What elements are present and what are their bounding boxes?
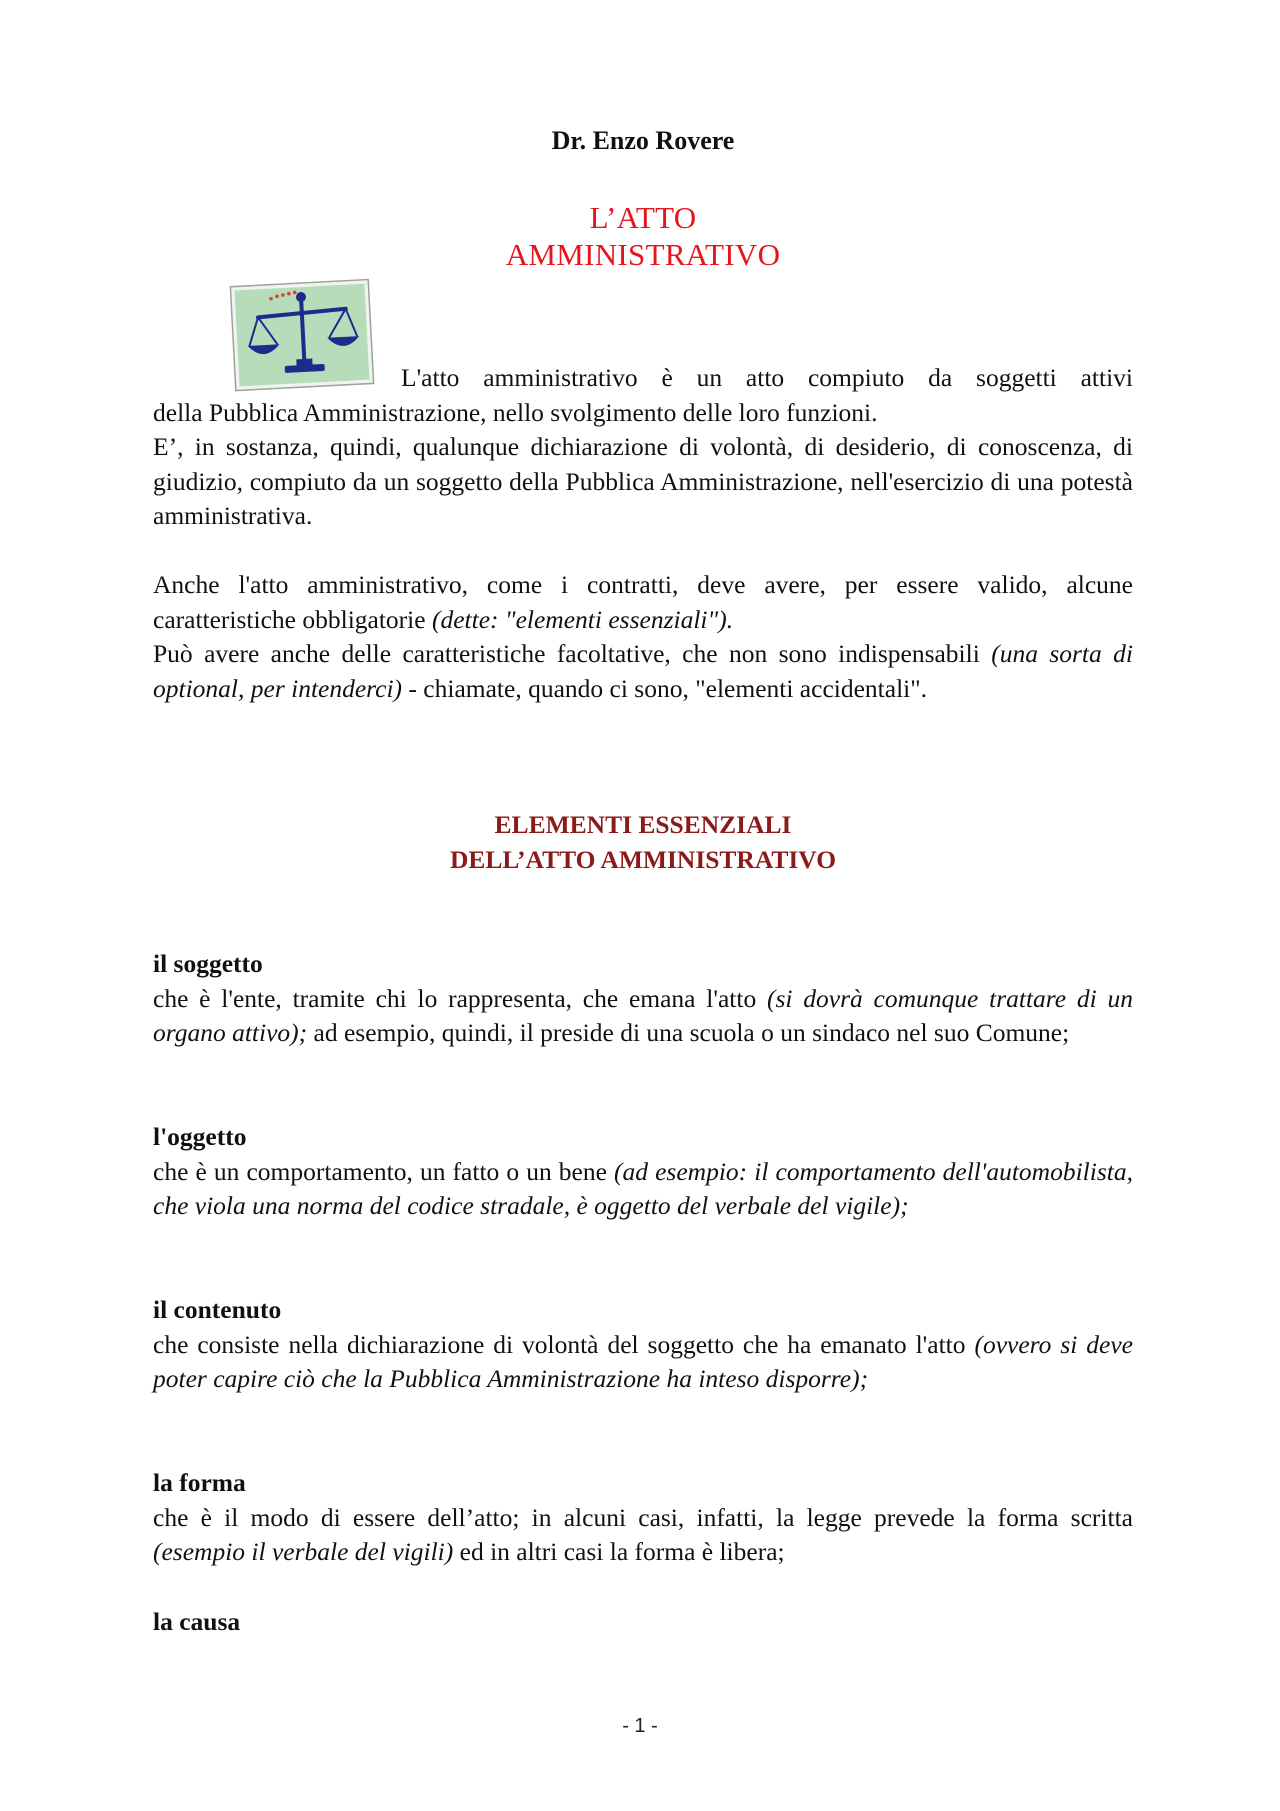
element-text-b: ad esempio, quindi, il preside di una scuola o un sindaco nel suo Comune; <box>307 1018 1070 1048</box>
element-oggetto <box>153 1120 1133 1224</box>
document-title <box>153 199 1133 273</box>
intro-paragraph-3 <box>153 568 1133 637</box>
element-heading: la causa <box>153 1607 241 1636</box>
element-contenuto <box>153 1293 1133 1397</box>
element-italic: (ovvero si deve poter capire ciò che la Pubblica Amministrazione ha inteso disporre); <box>153 1329 1134 1394</box>
element-text-b: ed in altri casi la forma è libera; <box>453 1537 785 1567</box>
title-line-2: AMMINISTRATIVO <box>505 237 781 272</box>
element-italic: (ad esempio: il comportamento dell'automobilista, che viola una norma del codice stradale, è oggetto del verbale del vigile); <box>153 1156 1133 1221</box>
p4-text-b: - chiamate, quando ci sono, "elementi accidentali". <box>402 673 928 703</box>
section-title-line-2: DELL’ATTO AMMINISTRATIVO <box>449 845 837 874</box>
intro-paragraph-2: E’, in sostanza, quindi, qualunque dichiarazione di volontà, di desiderio, di conoscenza, di giudizio, compiuto da un soggetto della Pubblica Amministrazione, nell'esercizio di una potestà amministrativa. <box>153 432 1133 531</box>
section-title <box>153 807 1133 877</box>
element-forma <box>153 1466 1133 1570</box>
element-text-a: che è un comportamento, un fatto o un bene <box>153 1156 615 1186</box>
title-line-1: L’ATTO <box>589 200 697 235</box>
element-soggetto <box>153 947 1133 1051</box>
element-heading: l'oggetto <box>153 1122 247 1151</box>
element-heading: il soggetto <box>153 949 263 978</box>
section-title-line-1: ELEMENTI ESSENZIALI <box>494 810 792 839</box>
intro-first-line: L'atto amministrativo è un atto compiuto da soggetti attivi <box>401 363 1133 392</box>
intro-first-rest: della Pubblica Amministrazione, nello svolgimento delle loro funzioni. <box>153 397 878 427</box>
element-heading: il contenuto <box>153 1295 282 1324</box>
intro-paragraph-1 <box>153 361 1133 430</box>
element-text-a: che consiste nella dichiarazione di volontà del soggetto che ha emanato l'atto <box>153 1329 975 1359</box>
element-italic: (esempio il verbale del vigili) <box>153 1537 454 1567</box>
p3-italic: (dette: "elementi essenziali"). <box>431 604 734 634</box>
element-italic: (si dovrà comunque trattare di un organo attivo); <box>153 983 1133 1048</box>
element-heading: la forma <box>153 1468 246 1497</box>
element-text-a: che è l'ente, tramite chi lo rappresenta, che emana l'atto <box>153 983 767 1013</box>
p4-text-a: Può avere anche delle caratteristiche facoltative, che non sono indispensabili <box>153 639 992 668</box>
element-causa <box>153 1605 1133 1640</box>
page-number: - 1 - <box>622 1715 658 1737</box>
intro-paragraph-4 <box>153 637 1133 706</box>
p3-text: Anche l'atto amministrativo, come i contratti, deve avere, per essere valido, alcune caratteristiche obbligatorie <box>153 570 1133 634</box>
author-name: Dr. Enzo Rovere <box>551 126 735 155</box>
element-text-a: che è il modo di essere dell’atto; in alcuni casi, infatti, la legge prevede la forma scritta <box>153 1502 1133 1532</box>
p4-italic: (una sorta di optional, per intenderci) <box>153 639 1133 703</box>
